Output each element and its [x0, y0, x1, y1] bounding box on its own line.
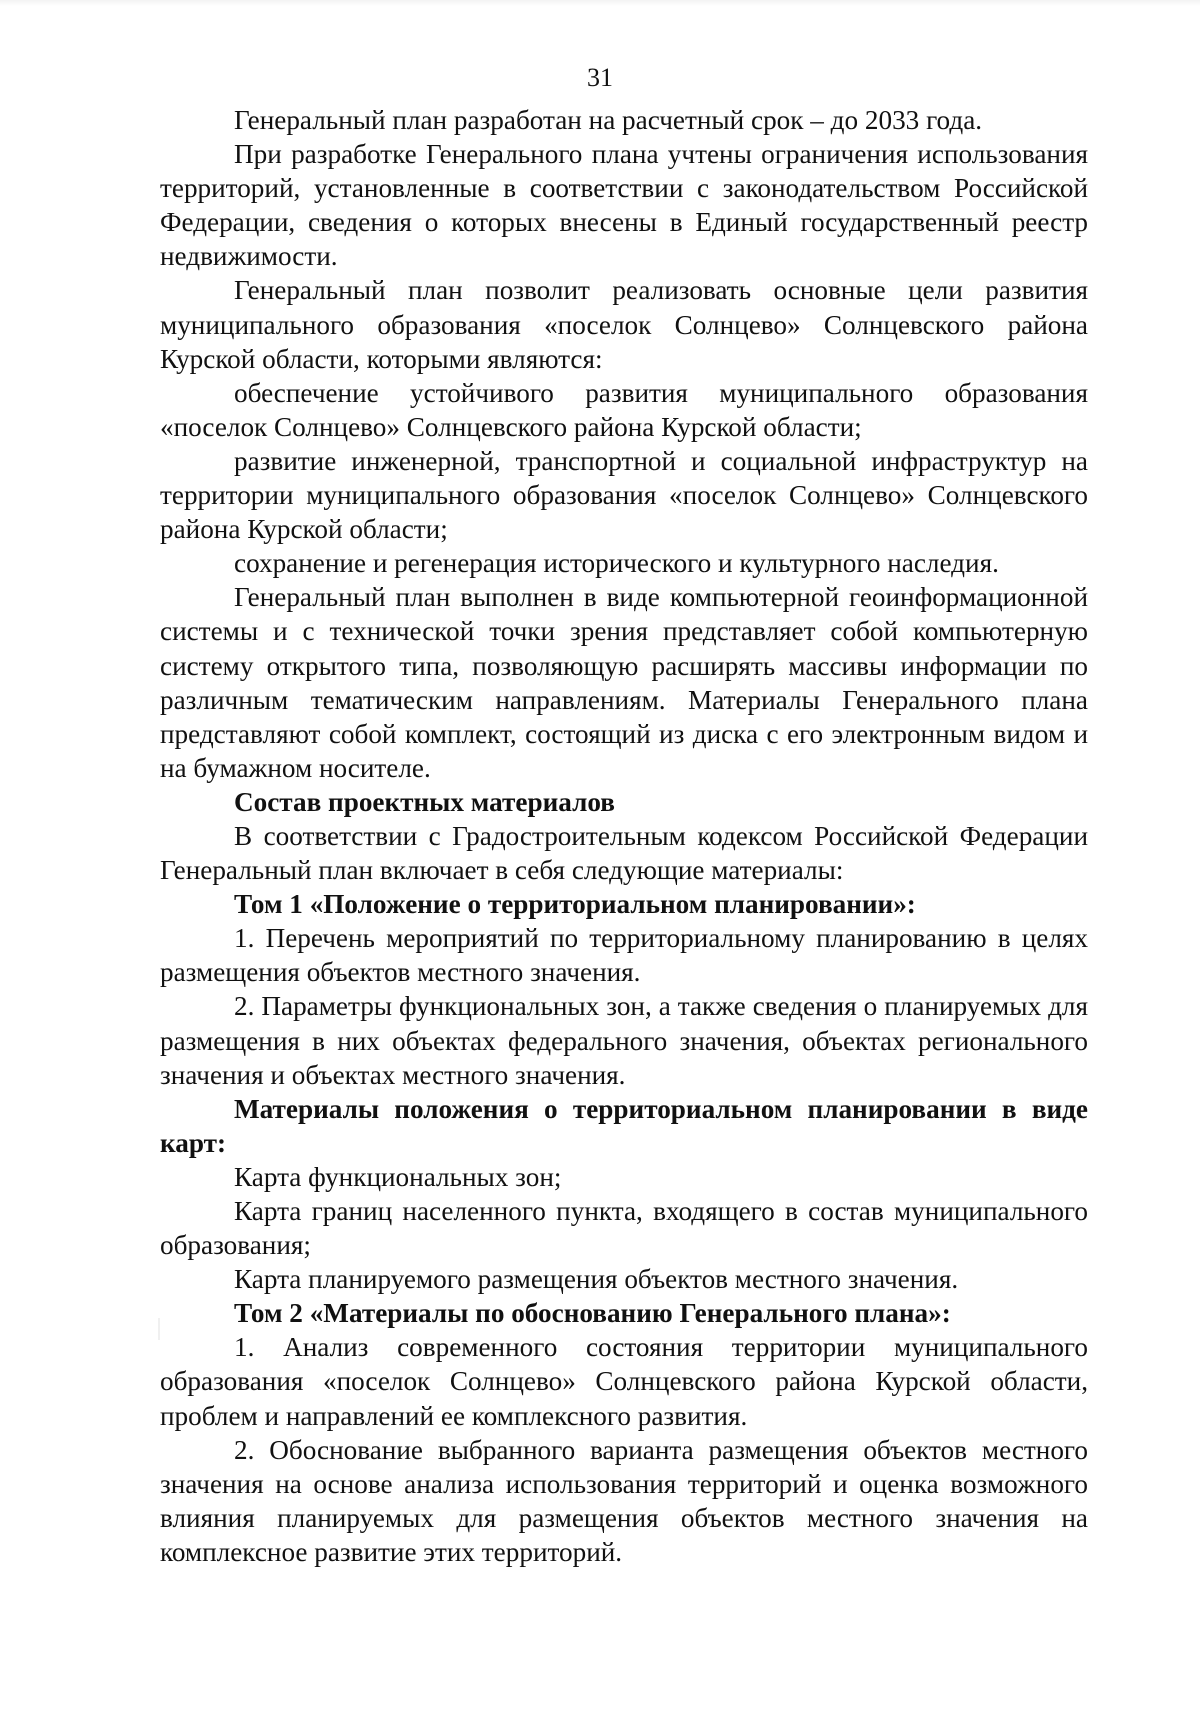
heading-maps: Материалы положения о территориальном планировании в виде карт: — [160, 1093, 1088, 1158]
volume-1-item-2: 2. Параметры функциональных зон, а также сведения о планируемых для размещения в них объектах федерального значения, объектах регионального значения и объектах местного значения. — [160, 991, 1088, 1090]
map-item-settlement-borders: Карта границ населенного пункта, входящего в состав муниципального образования; — [160, 1196, 1088, 1261]
map-item-local-objects: Карта планируемого размещения объектов местного значения. — [234, 1264, 959, 1295]
goal-item-sustainable-development: обеспечение устойчивого развития муниципального образования «поселок Солнцево» Солнцевского района Курской области; — [160, 377, 1088, 442]
page-body — [160, 103, 1088, 1569]
paragraph-restrictions: При разработке Генерального плана учтены ограничения использования территорий, установленные в соответствии с законодательством Российской Федерации, сведения о которых внесены в Единый государственный реестр недвижимости. — [160, 139, 1088, 272]
goal-item-heritage: сохранение и регенерация исторического и культурного наследия. — [234, 548, 999, 579]
volume-1-item-1: 1. Перечень мероприятий по территориальному планированию в целях размещения объектов местного значения. — [160, 923, 1088, 988]
paragraph-goals-intro: Генеральный план позволит реализовать основные цели развития муниципального образования «поселок Солнцево» Солнцевского района Курской области, которыми являются: — [160, 275, 1088, 374]
scan-edge-shadow — [0, 0, 1200, 6]
volume-2-item-2: 2. Обоснование выбранного варианта размещения объектов местного значения на основе анализа использования территорий и оценка возможного влияния планируемых для размещения объектов местного значения на комплексное развитие этих территорий. — [160, 1434, 1088, 1567]
heading-volume-1: Том 1 «Положение о территориальном планировании»: — [234, 889, 916, 920]
volume-2-item-1: 1. Анализ современного состояния территории муниципального образования «поселок Солнцево» Солнцевского района Курской области, проблем и направлений ее комплексного развития. — [160, 1332, 1088, 1431]
goal-item-infrastructure: развитие инженерной, транспортной и социальной инфраструктур на территории муниципального образования «поселок Солнцево» Солнцевского района Курской области; — [160, 445, 1088, 545]
heading-volume-2: Том 2 «Материалы по обоснованию Генерального плана»: — [234, 1298, 951, 1329]
paragraph-term: Генеральный план разработан на расчетный срок – до 2033 года. — [234, 105, 983, 135]
scan-artifact-mark — [158, 1318, 160, 1340]
page-number: 31 — [587, 63, 613, 92]
paragraph-gis: Генеральный план выполнен в виде компьютерной геоинформационной системы и с технической точки зрения представляет собой компьютерную систему открытого типа, позволяющую расширять массивы информации по различным тематическим направлениям. Материалы Генерального плана представляют собой комплект, состоящий из диска с его электронным видом и на бумажном носителе. — [160, 582, 1088, 783]
paragraph-code-reference: В соответствии с Градостроительным кодексом Российской Федерации Генеральный план включает в себя следующие материалы: — [160, 820, 1088, 886]
map-item-functional-zones: Карта функциональных зон; — [234, 1161, 562, 1192]
heading-project-materials: Состав проектных материалов — [234, 786, 615, 817]
